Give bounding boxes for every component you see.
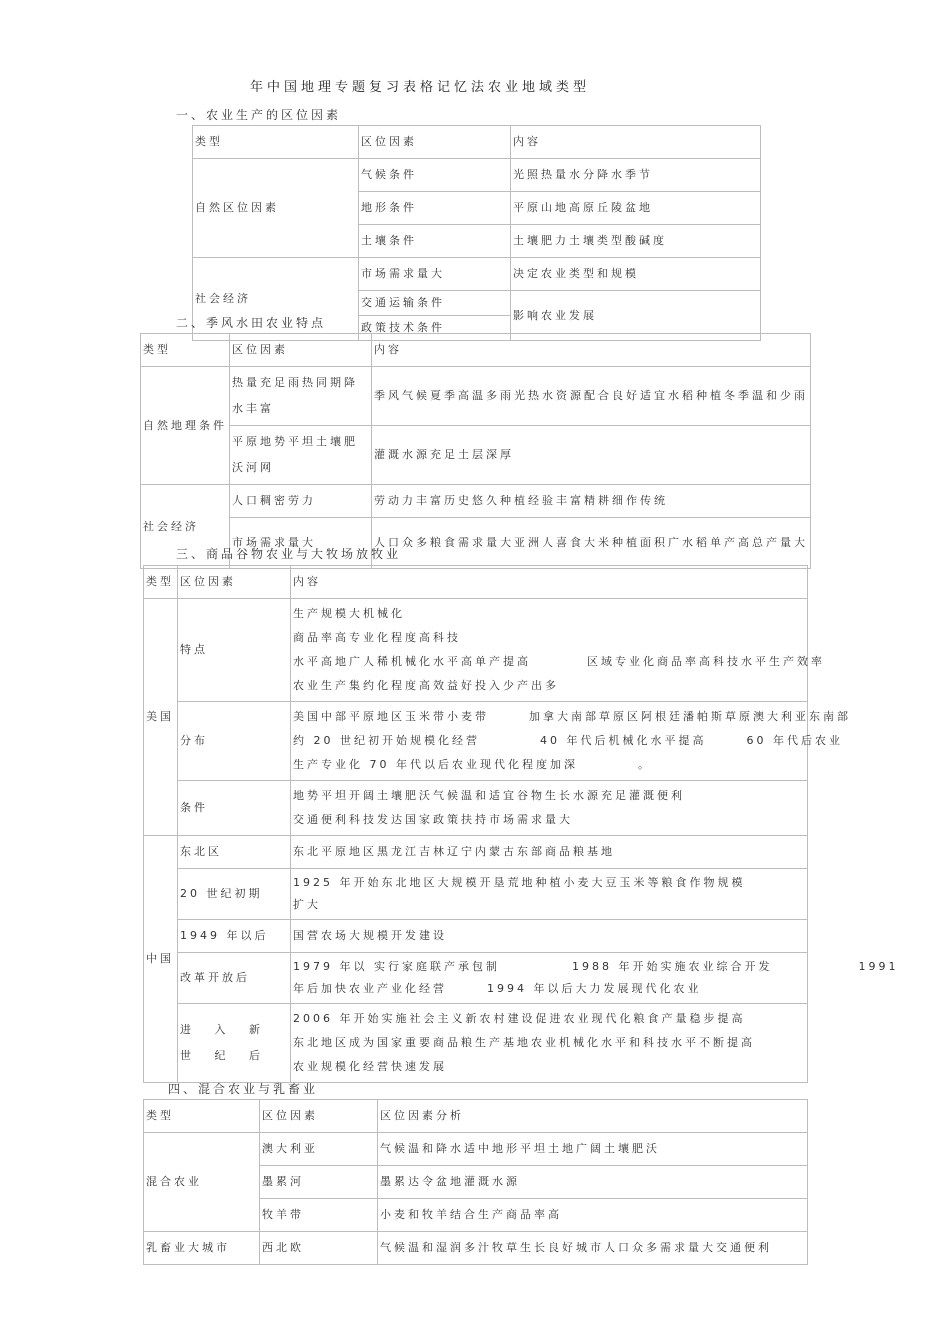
text-line: 商品率高专业化程度高科技 bbox=[293, 631, 461, 644]
group-cell: 自然区位因素 bbox=[193, 159, 359, 258]
table-cell: 气候温和降水适中地形平坦土地广阔土壤肥沃 bbox=[378, 1133, 808, 1166]
text-line: 1925 年开始东北地区大规模开垦荒地种植小麦大豆玉米等粮食作物规模 bbox=[293, 876, 746, 889]
table-cell bbox=[291, 599, 825, 702]
table-row bbox=[141, 426, 811, 485]
table-cell: 土壤条件 bbox=[359, 225, 511, 258]
text-line: 生产规模大机械化 bbox=[293, 607, 405, 620]
table-cell bbox=[291, 1004, 808, 1083]
table-cell: 1949 年以后 bbox=[178, 920, 291, 953]
table-cell: 进 入 新 世 纪 后 bbox=[178, 1004, 291, 1083]
table-row bbox=[144, 869, 808, 920]
text-line: 年后加快农业产业化经营 1994 年以后大力发展现代化农业 bbox=[293, 982, 702, 995]
header-cell: 内容 bbox=[291, 566, 808, 599]
header-cell: 内容 bbox=[372, 334, 811, 367]
table-row bbox=[144, 566, 808, 599]
header-cell: 区位因素 bbox=[359, 126, 511, 159]
table-row bbox=[193, 258, 761, 291]
table-cell bbox=[291, 702, 851, 781]
table-cell: 人口稠密劳力 bbox=[230, 485, 372, 518]
header-cell: 内容 bbox=[511, 126, 761, 159]
table-row bbox=[144, 1100, 808, 1133]
group-cell: 乳畜业大城市 bbox=[144, 1232, 260, 1265]
section-heading-1: 一、农业生产的区位因素 bbox=[176, 108, 342, 122]
header-cell: 区位因素分析 bbox=[378, 1100, 808, 1133]
group-cell: 中国 bbox=[144, 836, 178, 1083]
table-2 bbox=[140, 333, 811, 569]
header-cell: 类型 bbox=[141, 334, 230, 367]
table-row bbox=[141, 367, 811, 426]
table-row bbox=[144, 1232, 808, 1265]
text-line: 农业生产集约化程度高效益好投入少产出多 bbox=[293, 679, 559, 692]
table-cell: 平原地势平坦土壤肥沃河网 bbox=[230, 426, 372, 485]
table-cell: 地形条件 bbox=[359, 192, 511, 225]
table-cell: 牧羊带 bbox=[260, 1199, 378, 1232]
table-row bbox=[144, 781, 808, 836]
table-row bbox=[193, 159, 761, 192]
table-cell: 政策技术条件 bbox=[359, 316, 511, 341]
table-cell: 气候条件 bbox=[359, 159, 511, 192]
table-row bbox=[144, 920, 808, 953]
text-line: 东北地区成为国家重要商品粮生产基地农业机械化水平和科技水平不断提高 bbox=[293, 1036, 755, 1049]
table-cell: 小麦和牧羊结合生产商品率高 bbox=[378, 1199, 808, 1232]
header-cell: 区位因素 bbox=[230, 334, 372, 367]
group-cell: 社会经济 bbox=[141, 485, 230, 569]
header-cell: 区位因素 bbox=[260, 1100, 378, 1133]
text-line: 美国中部平原地区玉米带小麦带 加拿大南部草原区阿根廷潘帕斯草原澳大利亚东南部 bbox=[293, 710, 851, 723]
section-heading-2: 二、季风水田农业特点 bbox=[176, 316, 327, 330]
table-cell: 墨累达令盆地灌溉水源 bbox=[378, 1166, 808, 1199]
table-cell bbox=[291, 953, 899, 1004]
table-cell: 分布 bbox=[178, 702, 291, 781]
group-cell: 自然地理条件 bbox=[141, 367, 230, 485]
table-cell: 特点 bbox=[178, 599, 291, 702]
text-line: 1979 年以 实行家庭联产承包制 1988 年开始实施农业综合开发 1991 bbox=[293, 960, 899, 973]
header-cell: 区位因素 bbox=[178, 566, 291, 599]
table-cell: 市场需求量大 bbox=[359, 258, 511, 291]
text-line: 地势平坦开阔土壤肥沃气候温和适宜谷物生长水源充足灌溉便利 bbox=[293, 789, 685, 802]
table-cell: 20 世纪初期 bbox=[178, 869, 291, 920]
text-line: 约 20 世纪初开始规模化经营 40 年代后机械化水平提高 60 年代后农业 bbox=[293, 734, 843, 747]
group-cell: 混合农业 bbox=[144, 1133, 260, 1232]
table-cell: 灌溉水源充足土层深厚 bbox=[372, 426, 811, 485]
table-row bbox=[144, 836, 808, 869]
table-4 bbox=[143, 1099, 808, 1265]
table-cell: 土壤肥力土壤类型酸碱度 bbox=[511, 225, 761, 258]
table-cell bbox=[291, 869, 808, 920]
header-cell: 类型 bbox=[144, 566, 178, 599]
group-cell: 美国 bbox=[144, 599, 178, 836]
table-cell: 热量充足雨热同期降水丰富 bbox=[230, 367, 372, 426]
document-title: 年中国地理专题复习表格记忆法农业地域类型 bbox=[250, 80, 591, 95]
text-line: 交通便利科技发达国家政策扶持市场需求量大 bbox=[293, 813, 573, 826]
section-heading-3: 三、商品谷物农业与大牧场放牧业 bbox=[176, 547, 402, 561]
header-cell: 类型 bbox=[144, 1100, 260, 1133]
group-cell: 社会经济 bbox=[193, 258, 359, 341]
header-cell: 类型 bbox=[193, 126, 359, 159]
text-line: 2006 年开始实施社会主义新农村建设促进农业现代化粮食产量稳步提高 bbox=[293, 1012, 746, 1025]
table-row bbox=[193, 126, 761, 159]
table-1 bbox=[192, 125, 761, 341]
table-row bbox=[141, 485, 811, 518]
table-cell: 光照热量水分降水季节 bbox=[511, 159, 761, 192]
table-cell: 气候温和湿润多汁牧草生长良好城市人口众多需求量大交通便利 bbox=[378, 1232, 808, 1265]
table-cell: 东北区 bbox=[178, 836, 291, 869]
table-cell: 东北平原地区黑龙江吉林辽宁内蒙古东部商品粮基地 bbox=[291, 836, 808, 869]
table-cell: 国营农场大规模开发建设 bbox=[291, 920, 808, 953]
table-cell: 墨累河 bbox=[260, 1166, 378, 1199]
table-cell: 市场需求量大 bbox=[230, 518, 372, 569]
table-row bbox=[144, 702, 808, 781]
text-line: 扩大 bbox=[293, 898, 321, 911]
table-row bbox=[144, 599, 808, 702]
table-cell: 交通运输条件 bbox=[359, 291, 511, 316]
table-cell: 劳动力丰富历史悠久种植经验丰富精耕细作传统 bbox=[372, 485, 811, 518]
table-cell: 季风气候夏季高温多雨光热水资源配合良好适宜水稻种植冬季温和少雨 bbox=[372, 367, 811, 426]
table-cell: 决定农业类型和规模 bbox=[511, 258, 761, 291]
text-line: 水平高地广人稀机械化水平高单产提高 区域专业化商品率高科技水平生产效率 bbox=[293, 655, 825, 668]
table-3 bbox=[143, 565, 899, 1083]
text-line: 农业规模化经营快速发展 bbox=[293, 1060, 447, 1073]
table-cell: 西北欧 bbox=[260, 1232, 378, 1265]
table-cell bbox=[291, 781, 808, 836]
table-row bbox=[141, 334, 811, 367]
table-cell: 人口众多粮食需求量大亚洲人喜食大米种植面积广水稻单产高总产量大 bbox=[372, 518, 811, 569]
table-cell: 条件 bbox=[178, 781, 291, 836]
text-line: 生产专业化 70 年代以后农业现代化程度加深 。 bbox=[293, 758, 652, 771]
merged-cell: 影响农业发展 bbox=[511, 291, 761, 341]
table-cell: 平原山地高原丘陵盆地 bbox=[511, 192, 761, 225]
table-cell: 澳大利亚 bbox=[260, 1133, 378, 1166]
table-row bbox=[144, 1004, 808, 1083]
table-row bbox=[144, 1133, 808, 1166]
section-heading-4: 四、混合农业与乳畜业 bbox=[168, 1082, 319, 1096]
table-row bbox=[144, 953, 808, 1004]
table-cell: 改革开放后 bbox=[178, 953, 291, 1004]
